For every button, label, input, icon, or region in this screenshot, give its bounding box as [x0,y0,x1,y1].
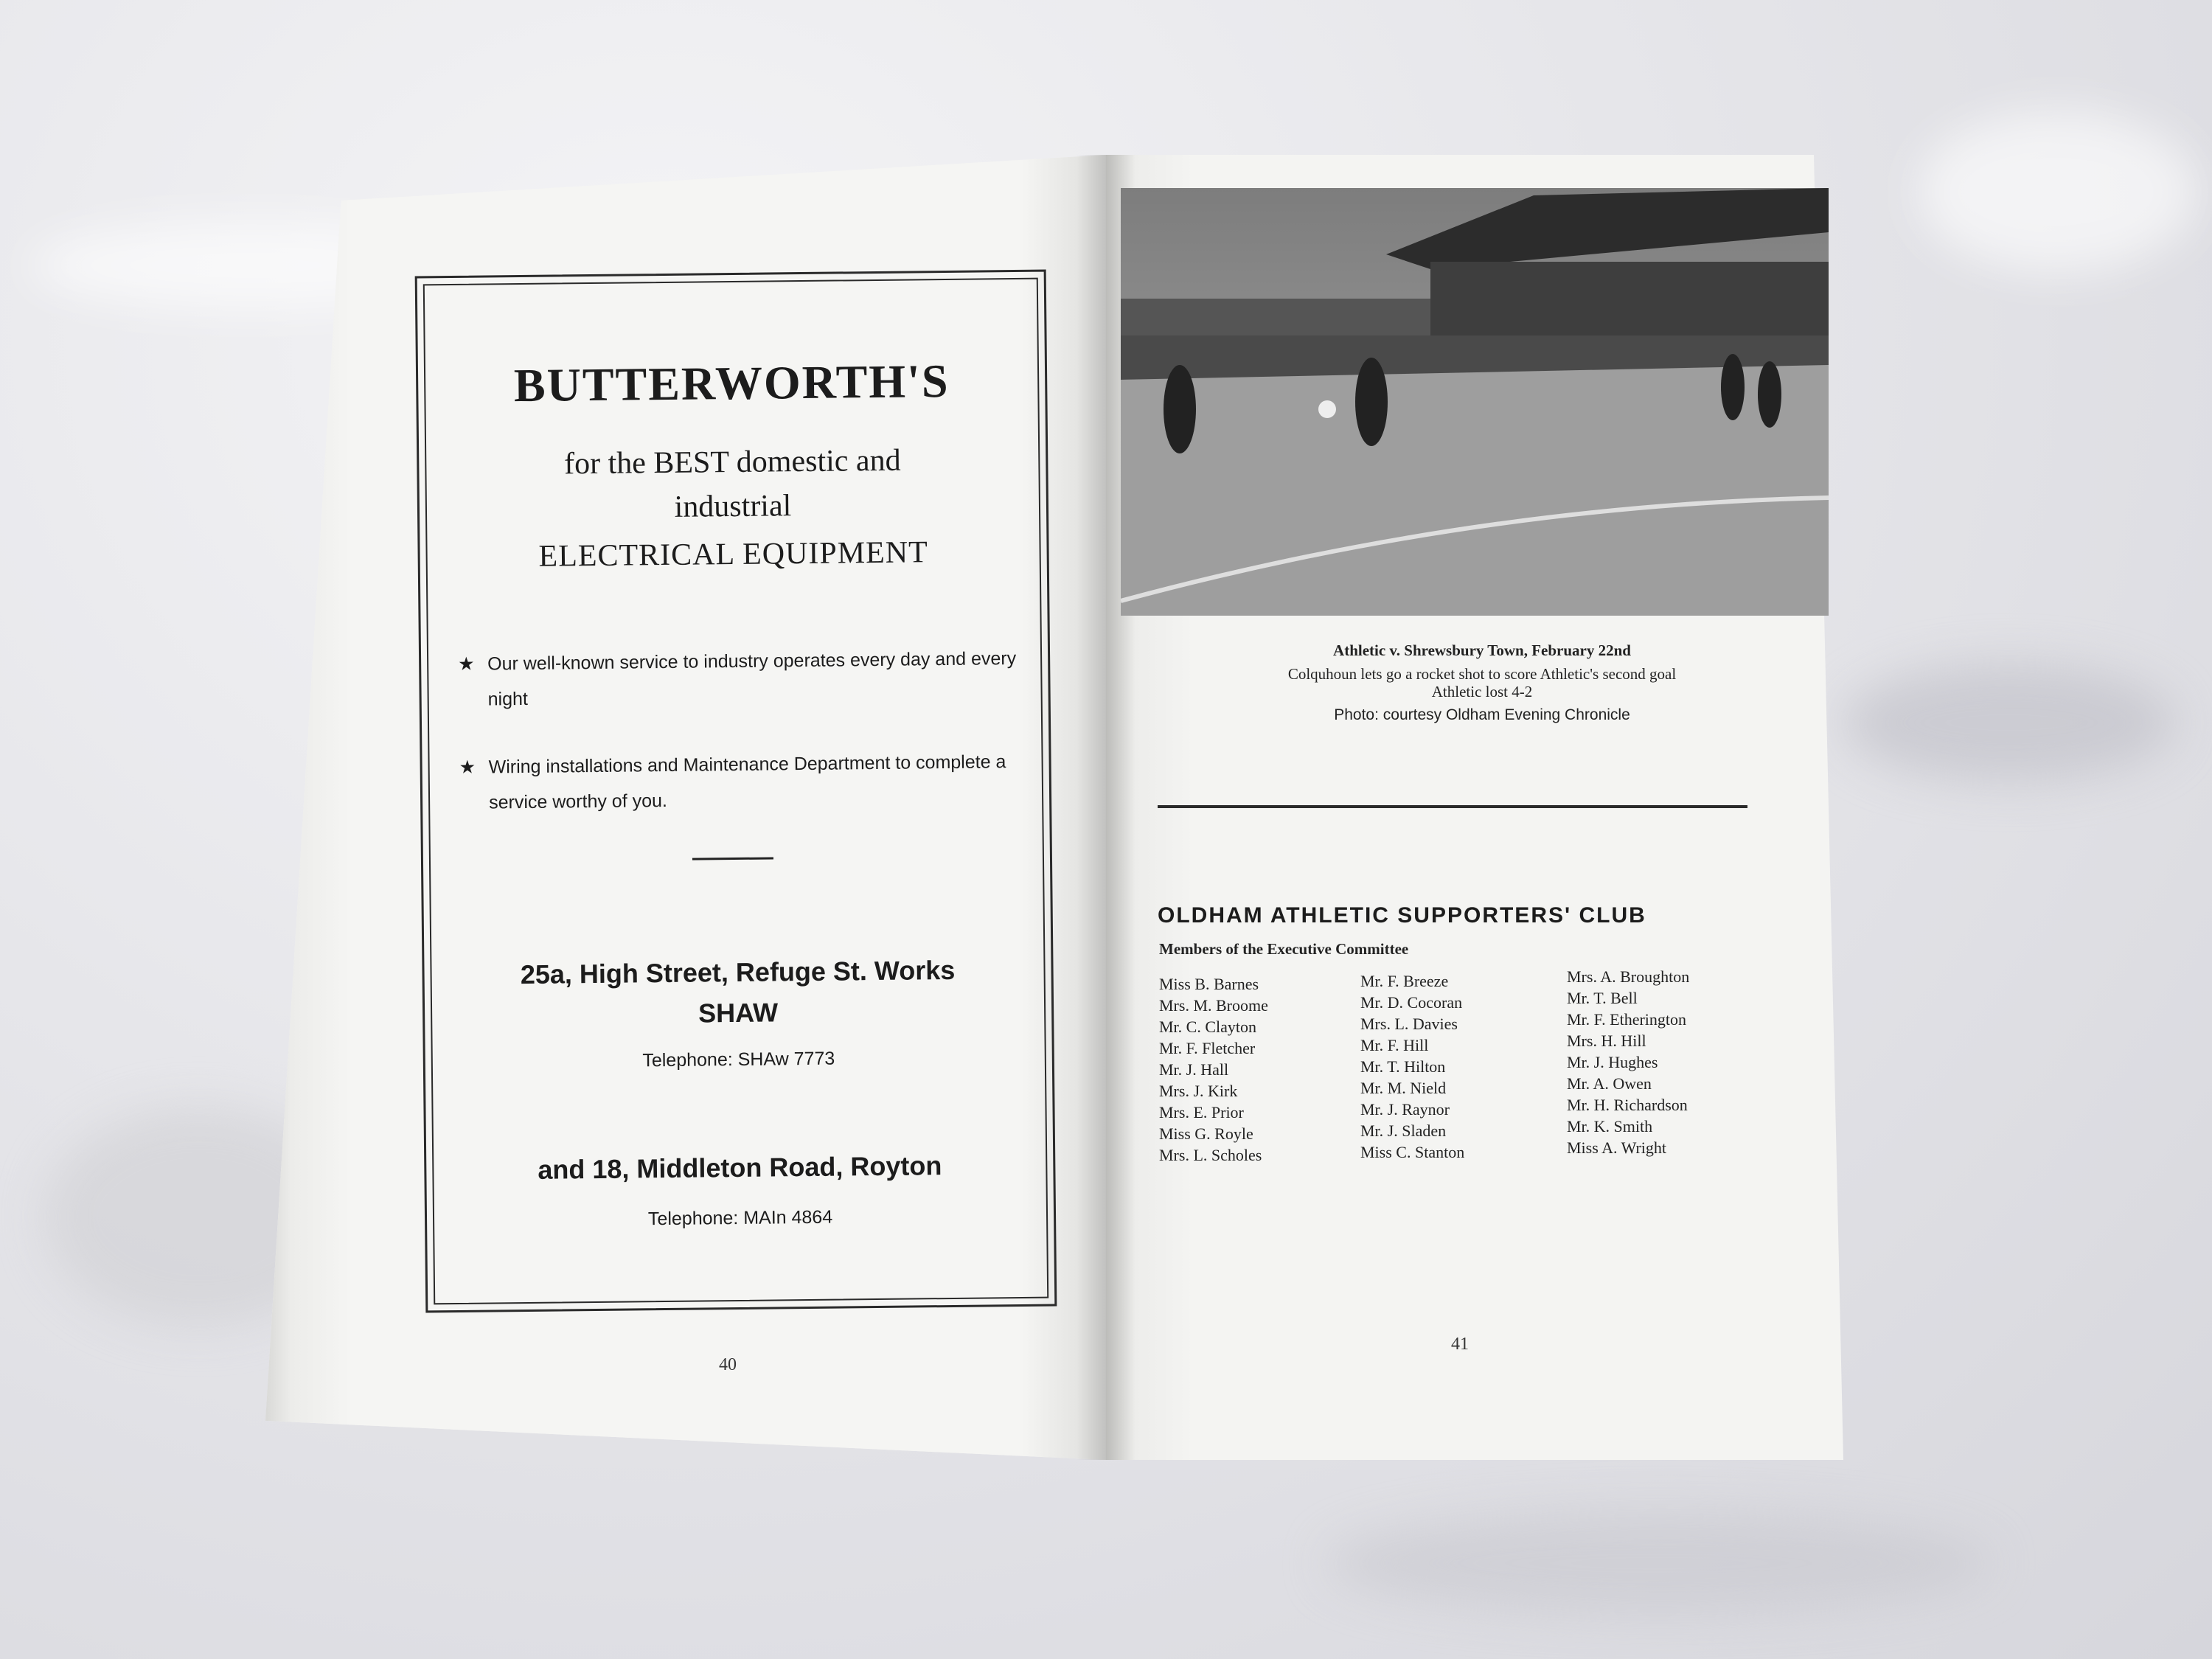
ad-tagline: ELECTRICAL EQUIPMENT [538,535,928,574]
member-name: Mr. K. Smith [1567,1117,1653,1135]
member-name: Mrs. J. Kirk [1159,1082,1238,1100]
ad-tagline: industrial [674,489,792,524]
photo-caption-title: Athletic v. Shrewsbury Town, February 22nd [1333,641,1631,659]
star-icon: ★ [459,757,476,778]
star-icon: ★ [458,653,475,675]
member-name: Mr. J. Hall [1159,1060,1229,1079]
member-name: Miss A. Wright [1567,1138,1667,1157]
ad-tagline: for the BEST domestic and [563,443,901,481]
ad-title: BUTTERWORTH'S [513,354,950,412]
member-name: Mr. F. Hill [1360,1036,1429,1054]
ad-address-town: SHAW [698,997,779,1029]
ad-divider [692,857,773,860]
members-column [1159,973,1268,1166]
match-photograph [1121,188,1829,616]
page-number: 40 [719,1355,737,1374]
member-name: Mrs. H. Hill [1567,1032,1646,1050]
member-name: Mr. F. Etherington [1567,1010,1687,1029]
member-name: Mr. T. Hilton [1360,1057,1446,1076]
member-name: Mr. F. Fletcher [1159,1039,1256,1057]
photo-caption: Colquhoun lets go a rocket shot to score Athletic's second goal [1287,665,1677,683]
match-photo-image [1121,188,1829,616]
member-name: Mrs. E. Prior [1159,1103,1244,1121]
member-name: Mr. J. Raynor [1360,1100,1450,1119]
member-name: Mr. F. Breeze [1360,972,1449,990]
member-name: Miss B. Barnes [1159,975,1259,993]
open-booklet [265,155,1843,1467]
member-name: Miss G. Royle [1159,1124,1253,1143]
photo-caption: Athletic lost 4-2 [1431,683,1533,700]
members-column [1360,970,1464,1163]
member-name: Mr. J. Sladen [1360,1121,1447,1140]
member-name: Mr. T. Bell [1567,989,1638,1007]
members-column [1567,966,1689,1158]
ad-bullet: ★ Wiring installations and Maintenance Department to complete a service worthy of you. [459,744,1020,821]
member-name: Mr. J. Hughes [1567,1053,1658,1071]
member-name: Mr. C. Clayton [1159,1018,1257,1036]
club-subtitle: Members of the Executive Committee [1159,940,1409,958]
ad-address: and 18, Middleton Road, Royton [538,1150,942,1185]
sheet-fold [1843,664,2175,782]
ad-telephone: Telephone: SHAw 7773 [642,1048,835,1071]
sheet-fold [1917,111,2197,273]
advertisement-frame [415,270,1057,1313]
member-name: Mr. A. Owen [1567,1074,1652,1093]
member-name: Mrs. L. Davies [1360,1015,1458,1033]
member-name: Mrs. L. Scholes [1159,1146,1262,1164]
page-number: 41 [1451,1335,1469,1354]
photo-credit: Photo: courtesy Oldham Evening Chronicle [1334,706,1630,723]
member-name: Mrs. A. Broughton [1567,967,1690,986]
ad-address: 25a, High Street, Refuge St. Works [520,954,956,990]
member-name: Miss C. Stanton [1360,1143,1465,1161]
advertisement [417,272,1055,1311]
member-name: Mr. M. Nield [1360,1079,1447,1097]
club-title: OLDHAM ATHLETIC SUPPORTERS' CLUB [1158,903,1646,928]
member-name: Mrs. M. Broome [1159,996,1268,1015]
ad-telephone: Telephone: MAIn 4864 [647,1206,833,1230]
sheet-fold [1327,1512,1991,1615]
right-page-content [1099,155,1843,1460]
member-name: Mr. D. Cocoran [1360,993,1463,1012]
ad-bullet: ★ Our well-known service to industry operates every day and every night [458,641,1019,717]
member-name: Mr. H. Richardson [1567,1096,1688,1114]
section-divider [1158,805,1747,808]
